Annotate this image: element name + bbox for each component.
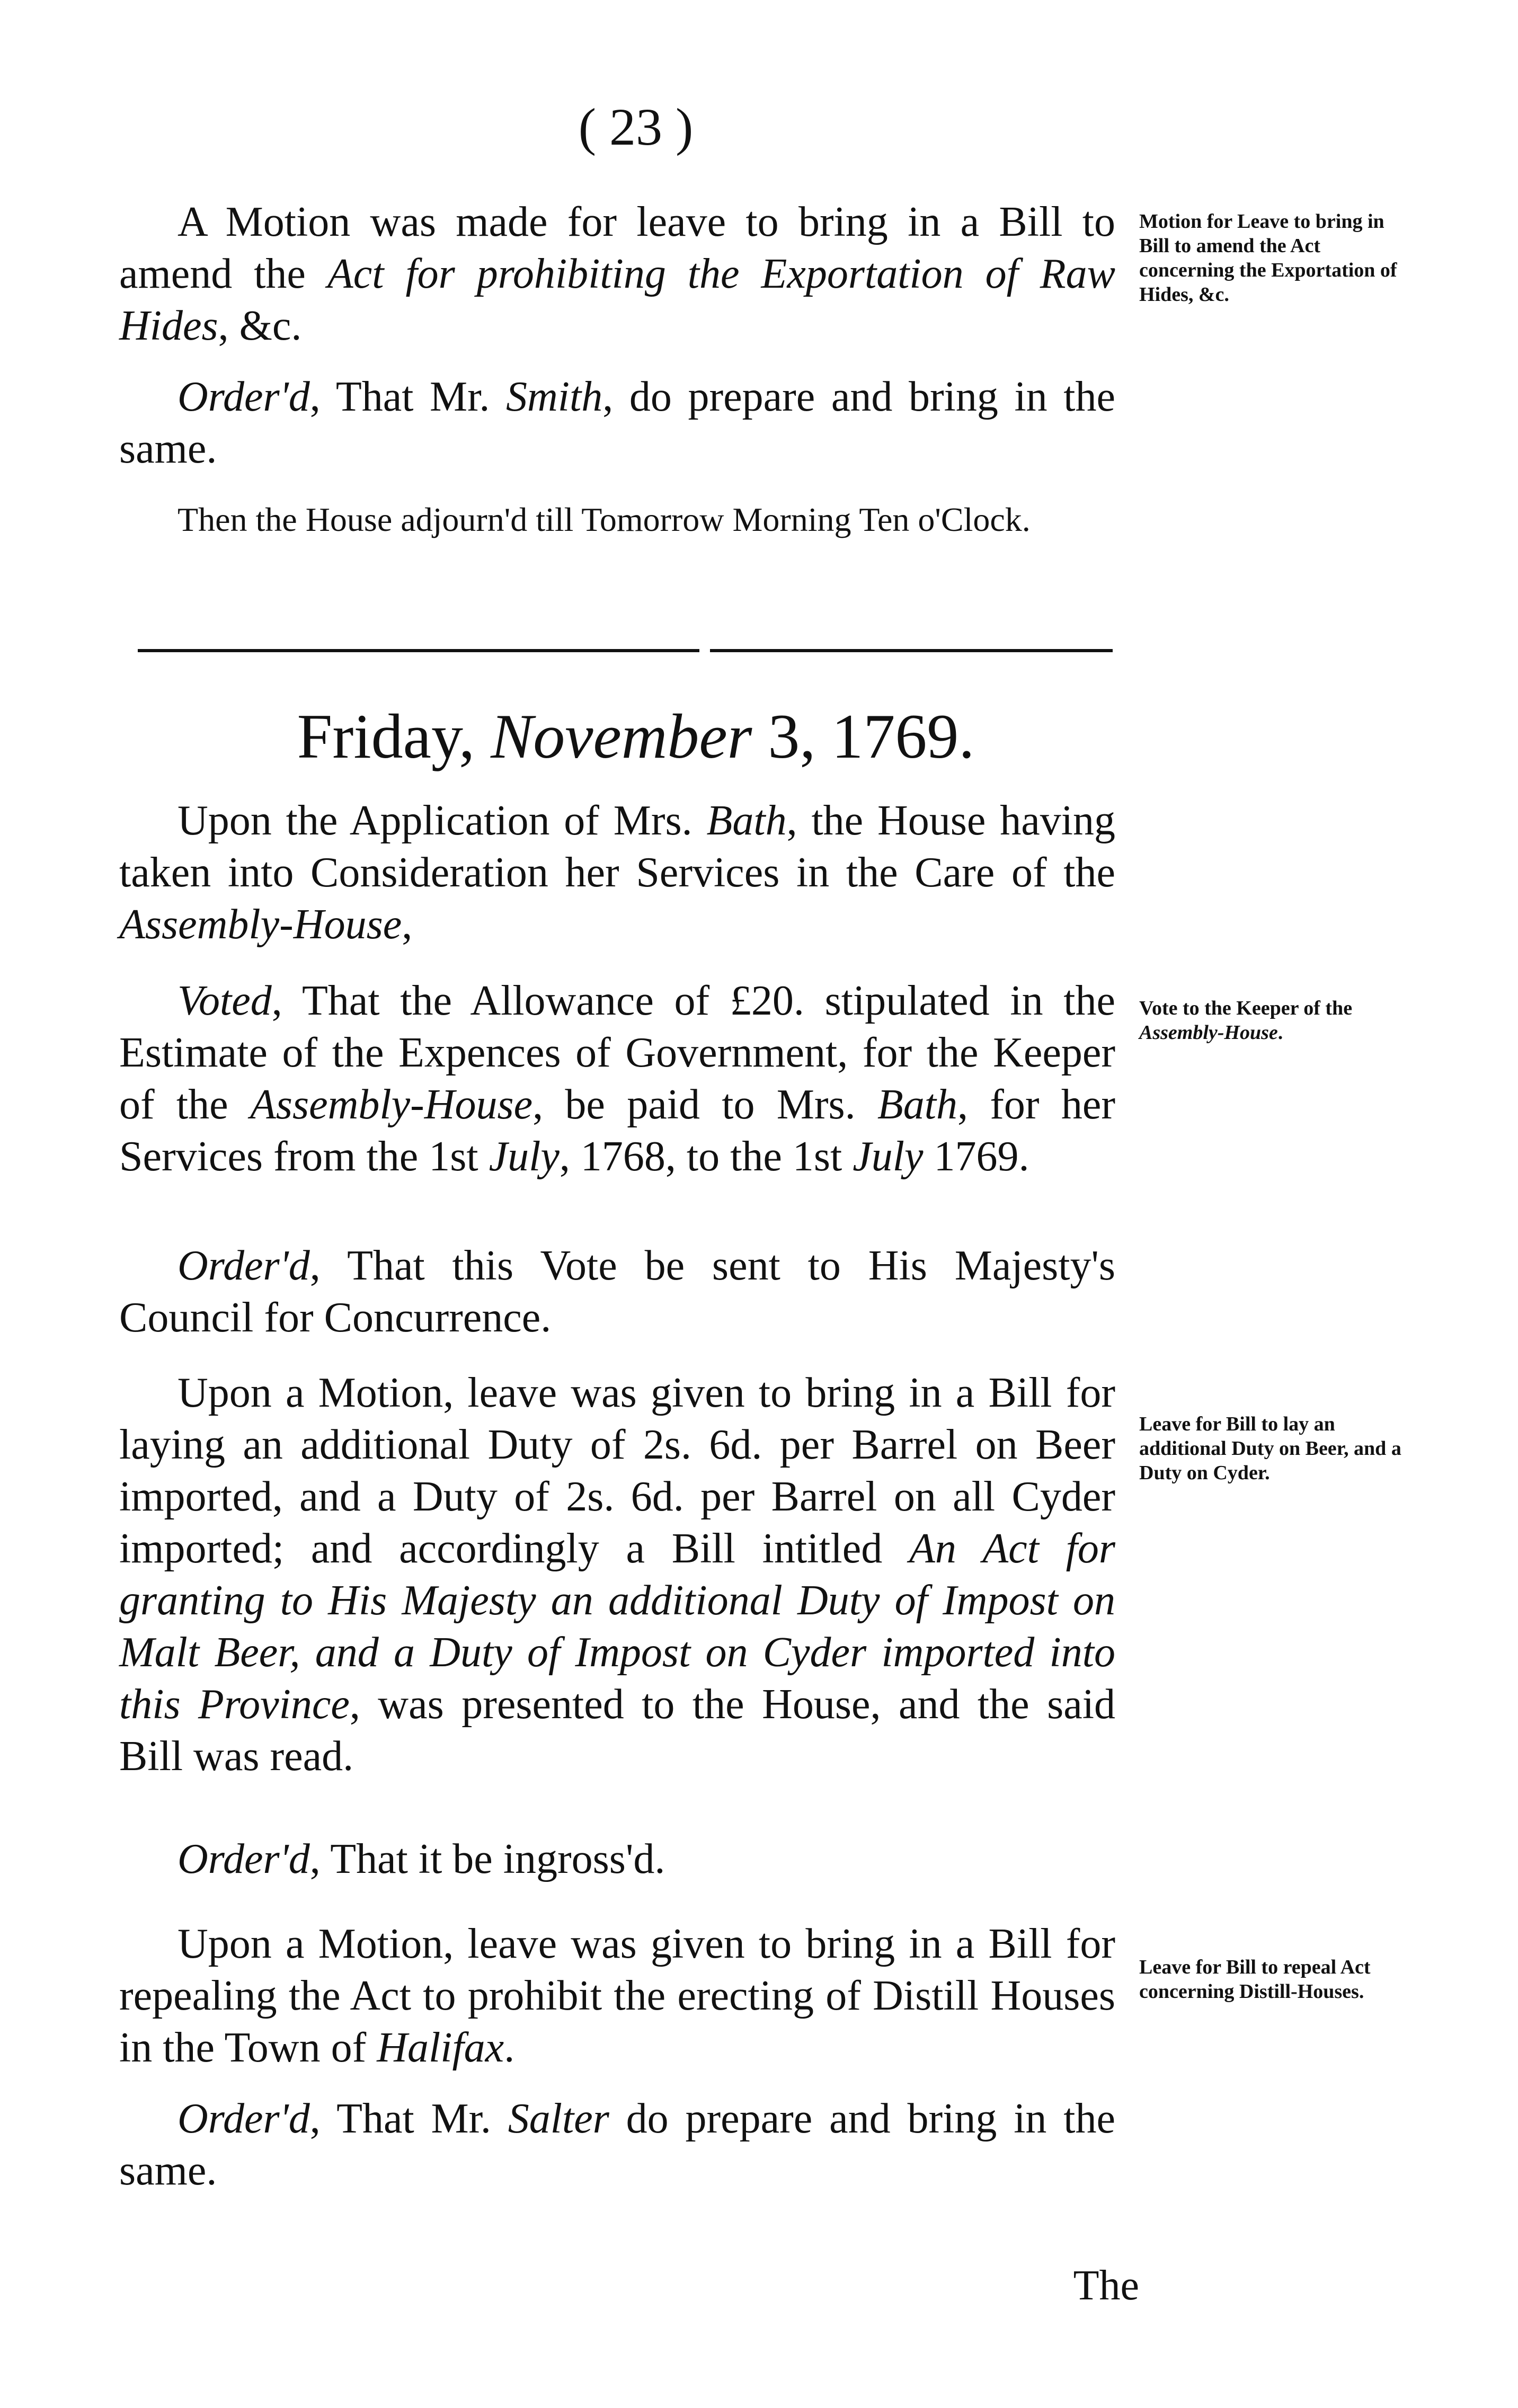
text: , bbox=[402, 901, 413, 948]
act-title: An Act for granting to His Majesty an additional Duty of Impost on Malt Beer, and a Duty of Impost on Cyder imported into this Province bbox=[119, 1525, 1115, 1728]
text: , was presented to the House, and the said Bill was read. bbox=[119, 1681, 1116, 1780]
text: A Motion was made for leave to bring in a Bill to amend the bbox=[119, 199, 1115, 297]
paragraph-adjournment: Then the House adjourn'd till Tomorrow Morning Ten o'Clock. bbox=[177, 501, 1031, 538]
text: do prepare and bring in the same. bbox=[119, 2095, 1116, 2194]
paragraph-order-salter bbox=[119, 2093, 1115, 2197]
text: . bbox=[504, 2024, 515, 2071]
paragraph-application-bath bbox=[119, 795, 1115, 950]
place-name: Assembly-House bbox=[119, 901, 402, 948]
section-divider-left bbox=[138, 649, 699, 652]
text: , be paid to Mrs. bbox=[532, 1081, 877, 1128]
place-name: Halifax bbox=[377, 2024, 504, 2071]
order-label: Order'd bbox=[177, 374, 310, 420]
text: , the House having taken into Consideration her Services in the Care of the bbox=[119, 797, 1115, 896]
text: , That the Allowance of £20. stipulated in the Estimate of the Expences of Government, for the Keeper of the bbox=[119, 978, 1115, 1128]
text: Vote to the Keeper of the bbox=[1139, 997, 1353, 1019]
text: , That Mr. bbox=[309, 2095, 508, 2142]
paragraph-order-smith bbox=[119, 371, 1115, 475]
text: , do prepare and bring in the same. bbox=[119, 374, 1116, 472]
text: , 1768, to the 1st bbox=[559, 1133, 853, 1180]
month: July bbox=[489, 1133, 560, 1180]
paragraph-distill-houses bbox=[119, 1918, 1115, 2074]
paragraph-order-ingross bbox=[119, 1833, 1115, 1885]
order-label: Order'd bbox=[177, 1242, 310, 1289]
section-divider-right bbox=[710, 649, 1113, 652]
margin-note-keeper bbox=[1139, 996, 1415, 1045]
month: November bbox=[491, 701, 752, 771]
day-heading bbox=[265, 699, 1007, 774]
text: , for her Services from the 1st bbox=[119, 1081, 1116, 1180]
catchword: The bbox=[1073, 2262, 1139, 2309]
text: Upon the Application of Mrs. bbox=[177, 797, 707, 844]
text: Upon a Motion, leave was given to bring in a Bill for laying an additional Duty of 2s. 6d. per Barrel on Beer imported, and a Duty of 2s. 6d. per Barrel on all Cyder imported; and accordingly a Bill intitled bbox=[119, 1370, 1115, 1572]
text: 1769. bbox=[923, 1133, 1029, 1180]
paragraph-vote-allowance bbox=[119, 975, 1115, 1183]
text: , That Mr. bbox=[309, 374, 507, 420]
page-number: ( 23 ) bbox=[578, 97, 694, 156]
order-label: Order'd bbox=[177, 1836, 310, 1882]
text: Upon a Motion, leave was given to bring in a Bill for repealing the Act to prohibit the erecting of Distill Houses in the Town of bbox=[119, 1921, 1115, 2071]
text: , That it be ingross'd. bbox=[309, 1836, 665, 1882]
place-name: Assembly-House bbox=[1139, 1021, 1278, 1044]
date: 3, 1769. bbox=[752, 701, 975, 771]
act-title: Act for prohibiting the Exportation of Raw Hides bbox=[119, 251, 1116, 349]
weekday: Friday, bbox=[297, 701, 491, 771]
member-name: Salter bbox=[508, 2095, 609, 2142]
place-name: Assembly-House bbox=[250, 1081, 533, 1128]
person-name: Bath bbox=[877, 1081, 958, 1128]
text: , &c. bbox=[218, 303, 302, 349]
text: . bbox=[1277, 1021, 1283, 1044]
vote-label: Voted bbox=[177, 978, 272, 1024]
month: July bbox=[853, 1133, 924, 1180]
paragraph-order-concurrence bbox=[119, 1240, 1115, 1344]
order-label: Order'd bbox=[177, 2095, 310, 2142]
text: , That this Vote be sent to His Majesty's Council for Concurrence. bbox=[119, 1242, 1115, 1341]
margin-note-duty: Leave for Bill to lay an additional Duty on Beer, and a Duty on Cyder. bbox=[1139, 1413, 1401, 1484]
person-name: Bath bbox=[706, 797, 787, 844]
margin-note-distill: Leave for Bill to repeal Act concerning Distill-Houses. bbox=[1139, 1956, 1371, 2003]
margin-note-raw-hides: Motion for Leave to bring in Bill to amend the Act concerning the Exportation of Hides, &c. bbox=[1139, 210, 1397, 306]
paragraph-duty-bill bbox=[119, 1367, 1115, 1782]
paragraph-motion-raw-hides bbox=[119, 196, 1115, 352]
member-name: Smith bbox=[506, 374, 603, 420]
